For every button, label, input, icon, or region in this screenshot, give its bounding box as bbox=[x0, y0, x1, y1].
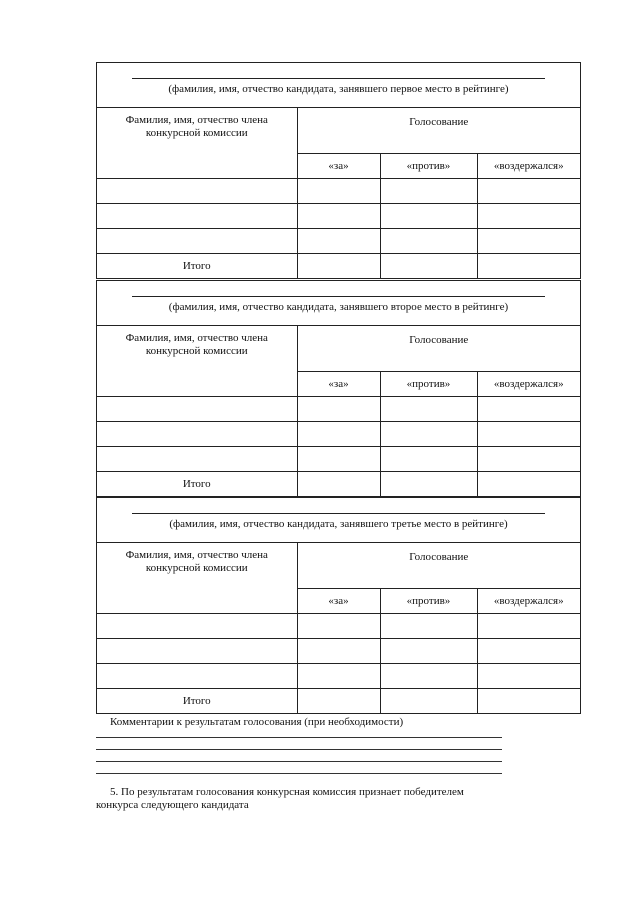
for-cell[interactable] bbox=[297, 422, 380, 447]
for-cell[interactable] bbox=[297, 614, 380, 639]
candidate-caption: (фамилия, имя, отчество кандидата, занявшего первое место в рейтинге) bbox=[168, 83, 509, 95]
comment-line[interactable] bbox=[96, 773, 502, 774]
total-row bbox=[97, 472, 580, 497]
abstained-cell[interactable] bbox=[477, 204, 580, 229]
for-cell[interactable] bbox=[297, 179, 380, 204]
candidate-name-line[interactable] bbox=[132, 78, 545, 79]
candidate-header bbox=[97, 63, 580, 108]
abstained-cell[interactable] bbox=[477, 229, 580, 254]
total-abstained-cell[interactable] bbox=[477, 254, 580, 279]
voting-grid bbox=[97, 543, 580, 713]
abstained-cell[interactable] bbox=[477, 179, 580, 204]
member-cell[interactable] bbox=[97, 447, 297, 472]
vote-against-header: «против» bbox=[380, 589, 477, 614]
member-cell[interactable] bbox=[97, 229, 297, 254]
abstained-cell[interactable] bbox=[477, 639, 580, 664]
total-against-cell[interactable] bbox=[380, 254, 477, 279]
for-cell[interactable] bbox=[297, 664, 380, 689]
abstained-cell[interactable] bbox=[477, 614, 580, 639]
decision-line-1: 5. По результатам голосования конкурсная комиссия признает победителем bbox=[110, 786, 464, 798]
total-for-cell[interactable] bbox=[297, 472, 380, 497]
total-label: Итого bbox=[97, 689, 297, 714]
vote-abstained-header: «воздержался» bbox=[477, 154, 580, 179]
abstained-cell[interactable] bbox=[477, 664, 580, 689]
total-row bbox=[97, 254, 580, 279]
member-cell[interactable] bbox=[97, 397, 297, 422]
abstained-cell[interactable] bbox=[477, 397, 580, 422]
total-row bbox=[97, 689, 580, 714]
member-column-header: Фамилия, имя, отчество члена конкурсной комиссии bbox=[97, 326, 297, 397]
voting-table-first-place bbox=[96, 62, 581, 279]
member-column-header: Фамилия, имя, отчество члена конкурсной комиссии bbox=[97, 108, 297, 179]
voting-table-second-place bbox=[96, 280, 581, 497]
abstained-cell[interactable] bbox=[477, 447, 580, 472]
voting-grid bbox=[97, 108, 580, 278]
table-row bbox=[97, 614, 580, 639]
for-cell[interactable] bbox=[297, 229, 380, 254]
vote-against-header: «против» bbox=[380, 154, 477, 179]
candidate-caption: (фамилия, имя, отчество кандидата, занявшего второе место в рейтинге) bbox=[168, 301, 509, 313]
decision-paragraph bbox=[96, 786, 510, 812]
candidate-name-line[interactable] bbox=[132, 513, 545, 514]
comments-label: Комментарии к результатам голосования (при необходимости) bbox=[110, 716, 404, 728]
total-against-cell[interactable] bbox=[380, 472, 477, 497]
comment-line[interactable] bbox=[96, 761, 502, 762]
member-cell[interactable] bbox=[97, 639, 297, 664]
total-for-cell[interactable] bbox=[297, 689, 380, 714]
table-row bbox=[97, 397, 580, 422]
comment-line[interactable] bbox=[96, 749, 502, 750]
table-row bbox=[97, 447, 580, 472]
voting-column-header: Голосование bbox=[297, 326, 580, 372]
vote-for-header: «за» bbox=[297, 154, 380, 179]
member-cell[interactable] bbox=[97, 614, 297, 639]
against-cell[interactable] bbox=[380, 422, 477, 447]
for-cell[interactable] bbox=[297, 397, 380, 422]
vote-abstained-header: «воздержался» bbox=[477, 589, 580, 614]
total-abstained-cell[interactable] bbox=[477, 689, 580, 714]
total-against-cell[interactable] bbox=[380, 689, 477, 714]
candidate-caption: (фамилия, имя, отчество кандидата, занявшего третье место в рейтинге) bbox=[169, 518, 508, 530]
member-column-header: Фамилия, имя, отчество члена конкурсной комиссии bbox=[97, 543, 297, 614]
table-row bbox=[97, 664, 580, 689]
candidate-header bbox=[97, 281, 580, 326]
member-cell[interactable] bbox=[97, 179, 297, 204]
total-abstained-cell[interactable] bbox=[477, 472, 580, 497]
candidate-name-line[interactable] bbox=[132, 296, 545, 297]
vote-against-header: «против» bbox=[380, 372, 477, 397]
member-cell[interactable] bbox=[97, 204, 297, 229]
table-row bbox=[97, 179, 580, 204]
comment-line[interactable] bbox=[96, 737, 502, 738]
against-cell[interactable] bbox=[380, 447, 477, 472]
against-cell[interactable] bbox=[380, 664, 477, 689]
total-label: Итого bbox=[97, 472, 297, 497]
decision-line-2: конкурса следующего кандидата bbox=[96, 799, 249, 811]
member-cell[interactable] bbox=[97, 422, 297, 447]
against-cell[interactable] bbox=[380, 229, 477, 254]
against-cell[interactable] bbox=[380, 179, 477, 204]
against-cell[interactable] bbox=[380, 397, 477, 422]
voting-table-third-place bbox=[96, 497, 581, 714]
table-row bbox=[97, 639, 580, 664]
table-row bbox=[97, 422, 580, 447]
vote-for-header: «за» bbox=[297, 372, 380, 397]
for-cell[interactable] bbox=[297, 447, 380, 472]
member-cell[interactable] bbox=[97, 664, 297, 689]
against-cell[interactable] bbox=[380, 204, 477, 229]
against-cell[interactable] bbox=[380, 639, 477, 664]
candidate-header bbox=[97, 498, 580, 543]
for-cell[interactable] bbox=[297, 639, 380, 664]
vote-for-header: «за» bbox=[297, 589, 380, 614]
abstained-cell[interactable] bbox=[477, 422, 580, 447]
table-row bbox=[97, 229, 580, 254]
total-for-cell[interactable] bbox=[297, 254, 380, 279]
voting-grid bbox=[97, 326, 580, 496]
vote-abstained-header: «воздержался» bbox=[477, 372, 580, 397]
against-cell[interactable] bbox=[380, 614, 477, 639]
for-cell[interactable] bbox=[297, 204, 380, 229]
total-label: Итого bbox=[97, 254, 297, 279]
table-row bbox=[97, 204, 580, 229]
voting-column-header: Голосование bbox=[297, 108, 580, 154]
voting-column-header: Голосование bbox=[297, 543, 580, 589]
